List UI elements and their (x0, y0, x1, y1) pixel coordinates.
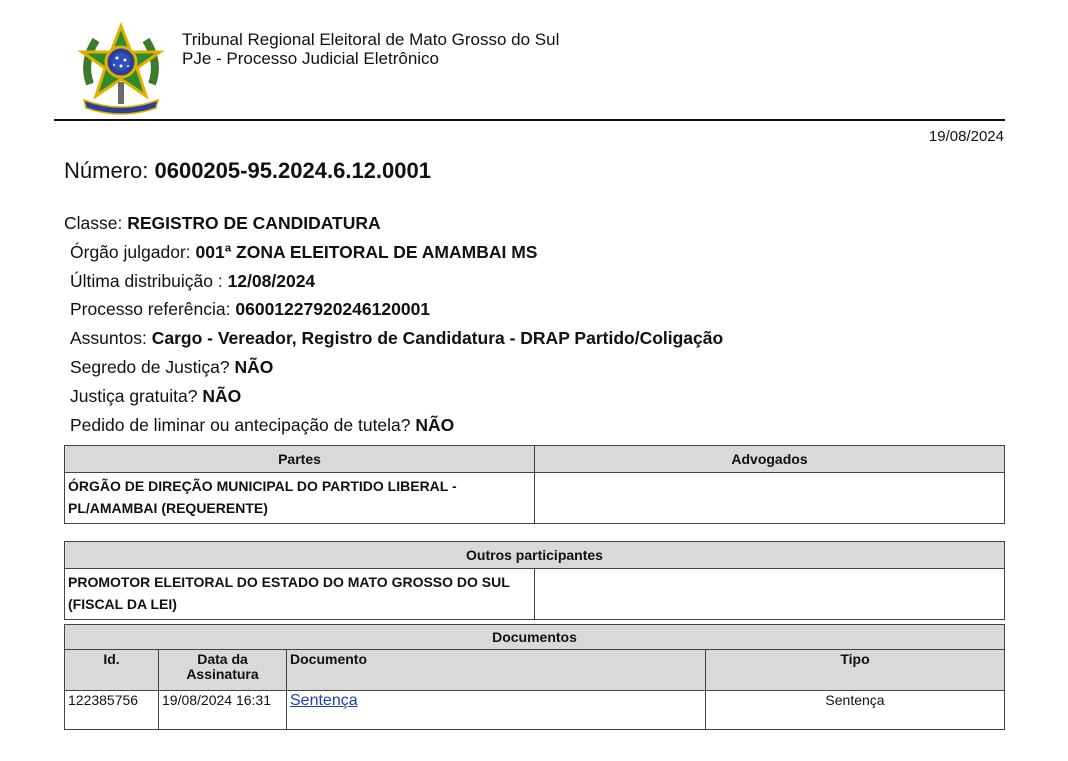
page-header (76, 22, 1006, 118)
field-liminar (64, 411, 723, 440)
field-value: NÃO (234, 356, 274, 377)
field-label: Pedido de liminar ou antecipação de tutela? (70, 414, 411, 435)
table-row (65, 473, 1005, 524)
document-date: 19/08/2024 (928, 128, 1004, 145)
field-value: 06001227920246120001 (235, 299, 431, 320)
outros-participantes-table (64, 541, 1005, 620)
field-classe (64, 209, 723, 238)
col-data: Data da Assinatura (159, 650, 287, 691)
parte-cell: ÓRGÃO DE DIREÇÃO MUNICIPAL DO PARTIDO LIBERAL - PL/AMAMBAI (REQUERENTE) (65, 473, 535, 524)
brazil-coat-of-arms-icon (76, 22, 166, 116)
partes-header: Partes (65, 446, 535, 473)
document-link[interactable]: Sentença (290, 692, 358, 709)
participante-cell: PROMOTOR ELEITORAL DO ESTADO DO MATO GROSSO DO SUL (FISCAL DA LEI) (65, 569, 535, 620)
field-value: REGISTRO DE CANDIDATURA (127, 213, 381, 233)
outros-header: Outros participantes (65, 542, 1005, 569)
field-label: Classe: (64, 213, 123, 233)
field-distribuicao (64, 267, 723, 296)
system-name: PJe - Processo Judicial Eletrônico (182, 49, 440, 68)
participante-extra-cell (535, 569, 1005, 620)
doc-data: 19/08/2024 16:31 (159, 691, 287, 730)
partes-table (64, 445, 1005, 524)
advogados-header: Advogados (535, 446, 1005, 473)
field-label: Última distribuição : (70, 270, 223, 291)
documentos-table (64, 624, 1005, 730)
col-documento: Documento (287, 650, 706, 691)
field-label: Justiça gratuita? (70, 385, 198, 406)
doc-id: 122385756 (65, 691, 159, 730)
field-value: Cargo - Vereador, Registro de Candidatura - DRAP Partido/Coligação (151, 328, 724, 349)
table-row (65, 569, 1005, 620)
field-value: 001ª ZONA ELEITORAL DE AMAMBAI MS (195, 241, 538, 262)
field-orgao (64, 238, 723, 267)
field-value: NÃO (202, 385, 242, 406)
process-number-value: 0600205-95.2024.6.12.0001 (154, 158, 431, 183)
table-row (65, 691, 1005, 730)
field-label: Órgão julgador: (70, 241, 191, 262)
field-referencia (64, 295, 723, 324)
field-value: NÃO (415, 414, 455, 435)
doc-tipo: Sentença (706, 691, 1005, 730)
field-segredo (64, 353, 723, 382)
process-number-label: Número: (64, 158, 149, 183)
field-gratuita (64, 382, 723, 411)
advogado-cell (535, 473, 1005, 524)
field-label: Assuntos: (70, 328, 147, 349)
header-divider (54, 119, 1005, 121)
org-name: Tribunal Regional Eleitoral de Mato Grosso do Sul (182, 30, 560, 49)
field-value: 12/08/2024 (227, 270, 316, 291)
field-label: Processo referência: (70, 299, 231, 320)
doc-name-cell (287, 691, 706, 730)
col-id: Id. (65, 650, 159, 691)
field-assuntos (64, 324, 723, 353)
documentos-header: Documentos (65, 625, 1005, 650)
process-fields (64, 209, 723, 439)
field-label: Segredo de Justiça? (70, 356, 230, 377)
process-number (64, 158, 431, 184)
col-tipo: Tipo (706, 650, 1005, 691)
